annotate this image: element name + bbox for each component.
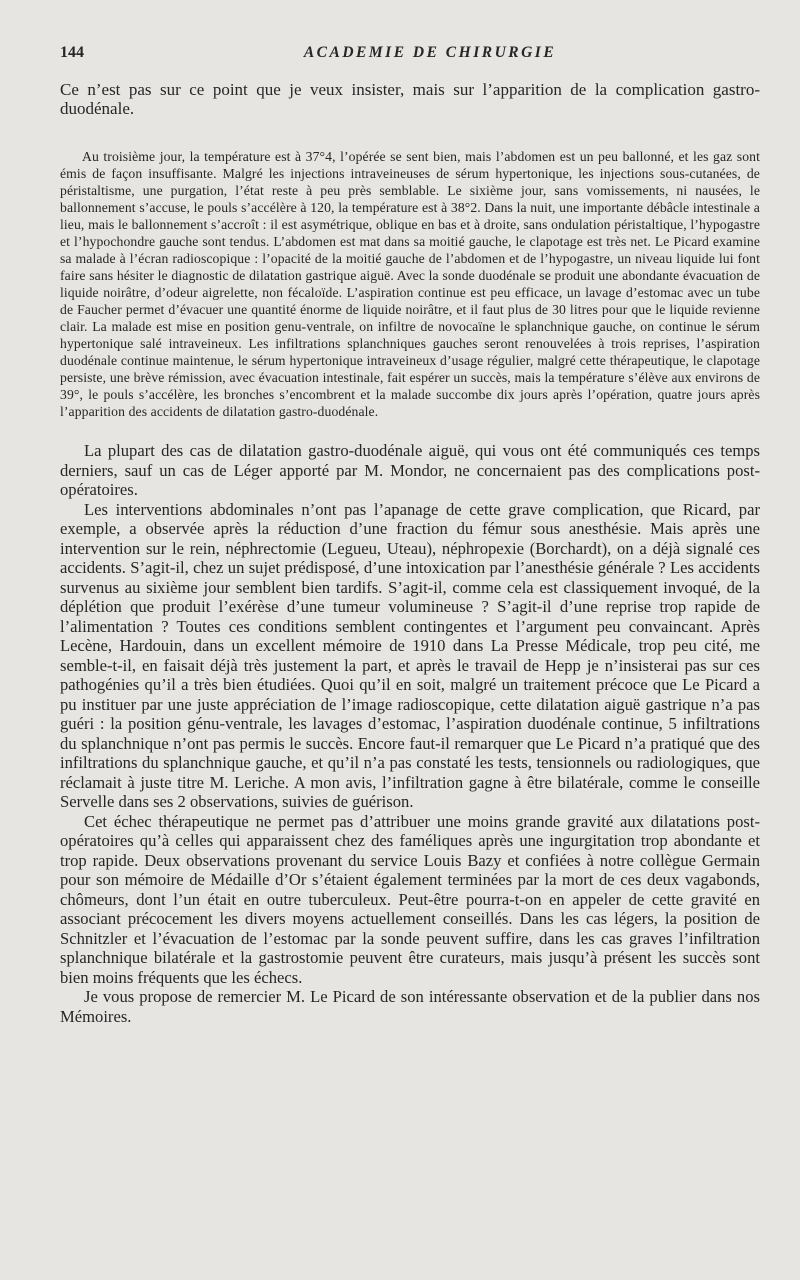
body-paragraph: La plupart des cas de dilatation gastro-duodénale aiguë, qui vous ont été communiqués ces temps derniers, sauf un cas de Léger apporté par M. Mondor, ne concernaient pas des complications post-opératoires. bbox=[60, 441, 760, 499]
case-observation bbox=[60, 148, 760, 420]
intro-paragraph: Ce n’est pas sur ce point que je veux insister, mais sur l’apparition de la complication gastro-duodénale. bbox=[60, 80, 760, 118]
page-number: 144 bbox=[60, 44, 84, 61]
body-paragraph: Les interventions abdominales n’ont pas l’apanage de cette grave complication, que Ricard, par exemple, a observée après la réduction d’une fraction du fémur sous anesthésie. Mais après une intervention sur le rein, néphrectomie (Legueu, Uteau), néphropexie (Borchardt), on a déjà signalé ces accidents. S’agit-il, chez un sujet prédisposé, d’une intoxication par l’anesthésie générale ? Les accidents survenus au sixième jour semblent bien tardifs. S’agit-il, comme cela est classiquement invoqué, de la déplétion que produit l’exérèse d’une tumeur volumineuse ? S’agit-il d’une reprise trop rapide de l’alimentation ? Toutes ces conditions semblent contingentes et l’argument peu convaincant. Après Lecène, Hardouin, dans un excellent mémoire de 1910 dans La Presse Médicale, trop peu cité, me semble-t-il, en faisait déjà très justement la part, et après le travail de Hepp je n’insisterai pas sur ces pathogénies qu’il a très bien étudiées. Quoi qu’il en soit, malgré un traitement précoce que Le Picard a pu instituer par une juste appréciation de l’image radioscopique, cette dilatation aiguë gastrique n’a pas guéri : la position génu-ventrale, les lavages d’estomac, l’aspiration duodénale continue, 5 infiltrations du splanchnique n’ont pas permis le succès. Encore faut-il remarquer que Le Picard n’a pratiqué que des infiltrations du splanchnique gauche, et qu’il n’a pas constaté les tests, tensionnels ou radiologiques, que réclamait à juste titre M. Leriche. A mon avis, l’infiltration gagne à être bilatérale, comme le conseille Servelle dans ses 2 observations, suivies de guérison. bbox=[60, 499, 760, 811]
conclusion-paragraph: Je vous propose de remercier M. Le Picard de son intéressante observation et de la publier dans nos Mémoires. bbox=[60, 987, 760, 1026]
discussion-text bbox=[60, 441, 760, 1026]
running-title: ACADEMIE DE CHIRURGIE bbox=[303, 44, 557, 61]
body-paragraph: Cet échec thérapeutique ne permet pas d’attribuer une moins grande gravité aux dilatations post-opératoires qu’à celles qui apparaissent chez des faméliques après une ingurgitation trop abondante et trop rapide. Deux observations provenant du service Louis Bazy et confiées à notre collègue Germain pour son mémoire de Médaille d’Or s’étaient également terminées par la mort de ces deux vagabonds, chômeurs, dont l’un était en outre tuberculeux. Peut-être pourra-t-on en appeler de cette gravité en associant précocement les divers moyens actuellement conseillés. Dans les cas légers, la position de Schnitzler et l’évacuation de l’estomac par la sonde peuvent suffire, dans les cas graves l’infiltration splanchnique bilatérale et la gastrostomie peuvent être curateurs, mais jusqu’à présent les succès sont bien moins fréquents que les échecs. bbox=[60, 811, 760, 987]
observation-paragraph: Au troisième jour, la température est à 37°4, l’opérée se sent bien, mais l’abdomen est un peu ballonné, et les gaz sont émis de façon insuffisante. Malgré les injections intraveineuses de sérum hypertonique, les injections sous-cutanées, de péristaltisme, une purgation, l’état reste à peu près semblable. Le sixième jour, sans vomissements, ni nausées, le ballonnement s’accuse, le pouls s’accélère à 120, la température est à 38°2. Dans la nuit, une importante débâcle intestinale a lieu, mais le ballonnement s’accroît : il est asymétrique, oblique en bas et à droite, sans ondulation péristaltique, l’hypogastre et l’hypochondre gauche sont tendus. L’abdomen est mat dans sa moitié gauche, le clapotage est très net. Le Picard examine sa malade à l’écran radioscopique : l’opacité de la moitié gauche de l’abdomen et de l’hypogastre, un niveau liquide lui font faire sans hésiter le diagnostic de dilatation gastrique aiguë. Avec la sonde duodénale se produit une abondante évacuation de liquide noirâtre, d’odeur aigrelette, non fécaloïde. L’aspiration continue est peu efficace, un lavage d’estomac avec un tube de Faucher permet d’évacuer une quantité énorme de liquide noirâtre, et il faut plus de 30 litres pour que le liquide revienne clair. La malade est mise en position genu-ventrale, on infiltre de novocaïne le splanchnique gauche, on continue le sérum hypertonique salé intraveineux. Les infiltrations splanchniques gauches seront renouvelées à trois reprises, l’aspiration duodénale continue maintenue, le sérum hypertonique intraveineux d’usage régulier, malgré cette thérapeutique, le clapotage persiste, une brève rémission, avec évacuation intestinale, fait espérer un succès, mais la température s’élève aux environs de 39°, le pouls s’accélère, les bronches s’encombrent et la malade succombe dix jours après l’opération, quatre jours après l’apparition des accidents de dilatation gastro-duodénale. bbox=[60, 149, 760, 419]
page-header bbox=[60, 44, 760, 70]
